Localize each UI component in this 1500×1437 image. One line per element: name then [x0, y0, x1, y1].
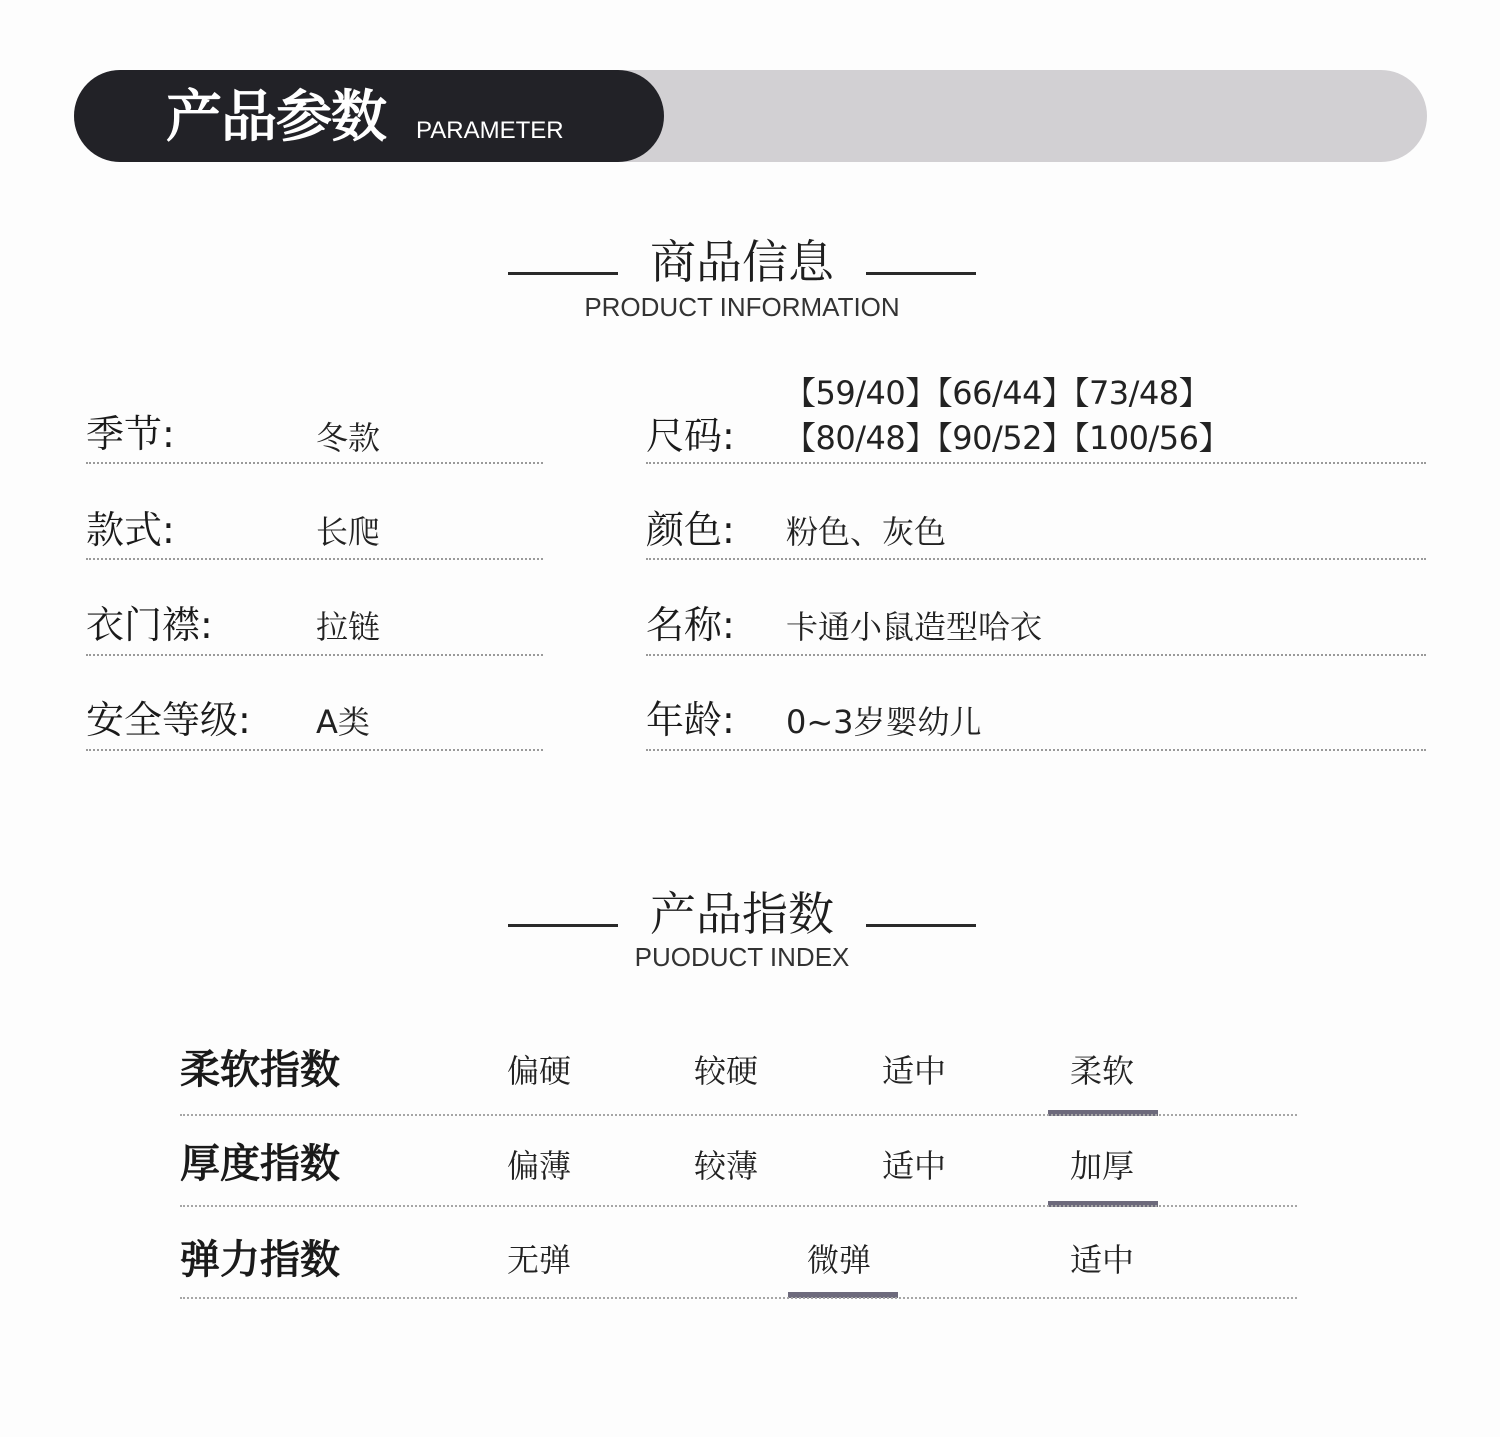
elasticity-option-3: 适中 — [1069, 1241, 1134, 1279]
softness-option-1: 偏硬 — [506, 1052, 571, 1090]
index-section-subtitle: PUODUCT INDEX — [634, 942, 850, 972]
color-label: 颜色: — [646, 508, 735, 552]
elasticity-option-1: 无弹 — [506, 1241, 571, 1279]
size-label: 尺码: — [646, 414, 735, 458]
elasticity-option-2: 微弹 — [806, 1241, 871, 1279]
info-section-title: 商品信息 — [650, 235, 834, 289]
row-divider — [86, 462, 543, 464]
row-divider — [646, 462, 1426, 464]
age-value: 0~3岁婴幼儿 — [786, 703, 982, 741]
row-divider — [86, 558, 543, 560]
row-divider — [86, 749, 543, 751]
age-label: 年龄: — [646, 698, 735, 742]
placket-label: 衣门襟: — [86, 603, 213, 647]
season-label: 季节: — [86, 412, 175, 456]
row-divider — [86, 654, 543, 656]
info-section-subtitle: PRODUCT INFORMATION — [584, 292, 900, 322]
row-divider — [180, 1205, 1297, 1207]
size-options-line-2: 【80/48】【90/52】【100/56】 — [784, 419, 1231, 457]
elasticity-index-label: 弹力指数 — [180, 1237, 340, 1283]
safety-level-value: A类 — [316, 703, 370, 741]
size-options-line-1: 【59/40】【66/44】【73/48】 — [784, 374, 1211, 412]
row-divider — [646, 558, 1426, 560]
name-label: 名称: — [646, 603, 735, 647]
season-value: 冬款 — [316, 419, 381, 457]
style-value: 长爬 — [316, 513, 381, 551]
thickness-option-1: 偏薄 — [506, 1147, 571, 1185]
softness-index-label: 柔软指数 — [180, 1047, 340, 1093]
thickness-option-2: 较薄 — [693, 1147, 758, 1185]
row-divider — [180, 1297, 1297, 1299]
row-divider — [646, 654, 1426, 656]
style-label: 款式: — [86, 508, 175, 552]
row-divider — [180, 1114, 1297, 1116]
index-section-heading — [500, 884, 984, 980]
thickness-index-label: 厚度指数 — [180, 1141, 340, 1187]
thickness-option-3: 适中 — [881, 1147, 946, 1185]
page-title: 产品参数 — [166, 85, 386, 150]
safety-level-label: 安全等级: — [86, 698, 251, 742]
softness-option-2: 较硬 — [693, 1052, 758, 1090]
color-value: 粉色、灰色 — [786, 513, 947, 551]
softness-option-4: 柔软 — [1069, 1052, 1134, 1090]
thickness-option-4: 加厚 — [1069, 1147, 1134, 1185]
page-subtitle: PARAMETER — [416, 117, 564, 144]
name-value: 卡通小鼠造型哈衣 — [786, 608, 1043, 646]
index-section-title: 产品指数 — [650, 887, 834, 941]
info-section-heading — [500, 232, 984, 328]
row-divider — [646, 749, 1426, 751]
softness-option-3: 适中 — [881, 1052, 946, 1090]
placket-value: 拉链 — [316, 608, 381, 646]
